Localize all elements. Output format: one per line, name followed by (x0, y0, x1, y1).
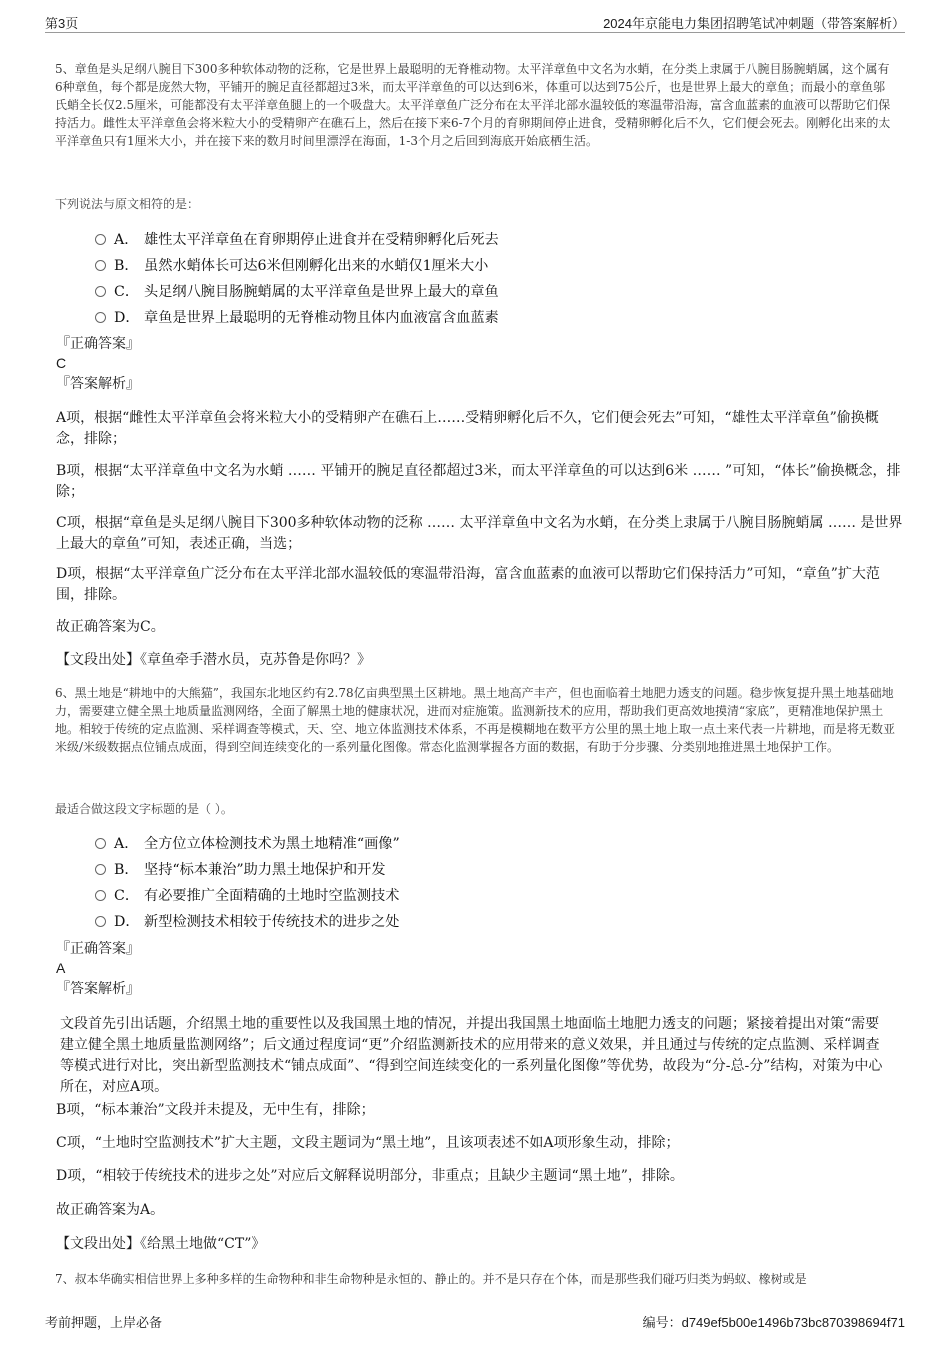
q5-passage: 5、章鱼是头足纲八腕目下300多种软体动物的泛称，它是世界上最聪明的无脊椎动物。太平洋章鱼中文名为水蛸，在分类上隶属于八腕目肠腕蛸属，这个属有6种章鱼，每个都是庞然大物，平铺开的腕足直径都超过3米，而太平洋章鱼的可以达到6米，体重可以达到75公斤，也是世界上最大的章鱼；而最小的章鱼邬氏蛸全长仅2.5厘米，可能都没有太平洋章鱼腿上的一个吸盘大。太平洋章鱼广泛分布在太平洋北部水温较低的寒温带沿海，富含血蓝素的血液可以帮助它们保持活力。雌性太平洋章鱼会将米粒大小的受精卵产在礁石上，然后在接下来6-7个月的育卵期间停止进食，受精卵孵化后不久，它们便会死去。刚孵化出来的太平洋章鱼只有1厘米大小，并在接下来的数月时间里漂浮在海面，1-3个月之后回到海底开始底栖生活。 (55, 62, 891, 148)
radio-icon[interactable] (95, 890, 106, 901)
page-header (45, 10, 905, 33)
q5-analysis-a: A项，根据“雌性太平洋章鱼会将米粒大小的受精卵产在礁石上……受精卵孵化后不久，它们便会死去”可知，“雄性太平洋章鱼”偷换概念，排除； (56, 410, 879, 447)
q5-option-a[interactable]: A． 雄性太平洋章鱼在育卵期停止进食并在受精卵孵化后死去 (95, 228, 875, 252)
radio-icon[interactable] (95, 286, 106, 297)
document-title: 2024年京能电力集团招聘笔试冲刺题（带答案解析） (603, 16, 905, 31)
q5-analysis-b: B项，根据“太平洋章鱼中文名为水蛸 …… 平铺开的腕足直径都超过3米，而太平洋章鱼的可以达到6米 …… ”可知，“体长”偷换概念，排除； (56, 463, 901, 500)
q5-prompt: 下列说法与原文相符的是： (55, 197, 200, 211)
q5-option-d[interactable]: D． 章鱼是世界上最聪明的无脊椎动物且体内血液富含血蓝素 (95, 306, 875, 330)
q5-option-c[interactable]: C． 头足纲八腕目肠腕蛸属的太平洋章鱼是世界上最大的章鱼 (95, 280, 875, 304)
q5-analysis-c: C项，根据“章鱼是头足纲八腕目下300多种软体动物的泛称 …… 太平洋章鱼中文名为水蛸，在分类上隶属于八腕目肠腕蛸属 …… 是世界上最大的章鱼”可知，表述正确，当选； (56, 515, 903, 552)
q6-option-a[interactable]: A． 全方位立体检测技术为黑土地精准“画像” (95, 832, 875, 856)
q6-analysis-label: 『答案解析』 (56, 981, 140, 997)
q5-source: 【文段出处】《章鱼牵手潜水员，克苏鲁是你吗？》 (56, 652, 371, 668)
page-footer (45, 1312, 905, 1332)
q5-analysis-d: D项，根据“太平洋章鱼广泛分布在太平洋北部水温较低的寒温带沿海，富含血蓝素的血液可以帮助它们保持活力”可知，“章鱼”扩大范围，排除。 (56, 566, 880, 603)
q6-answer: A (56, 960, 66, 976)
q6-answer-label: 『正确答案』 (56, 941, 140, 957)
document-code: 编号：d749ef5b00e1496b73bc870398694f71 (642, 1315, 905, 1330)
q6-analysis-main: 文段首先引出话题，介绍黑土地的重要性以及我国黑土地的情况，并提出我国黑土地面临土地肥力透支的问题；紧接着提出对策“需要建立健全黑土地质量监测网络”；后文通过程度词“更”介绍监测新技术的应用带来的意义效果，并且通过与传统的定点监测、采样调查等模式进行对比，突出新型监测技术“铺点成面”、“得到空间连续变化的一系列量化图像”等优势，故段为“分-总-分”结构，对策为中心所在，对应A项。 (60, 1016, 883, 1095)
radio-icon[interactable] (95, 838, 106, 849)
radio-icon[interactable] (95, 312, 106, 323)
q6-option-b[interactable]: B． 坚持“标本兼治”助力黑土地保护和开发 (95, 858, 875, 882)
q5-analysis-label: 『答案解析』 (56, 376, 140, 392)
q5-conclusion: 故正确答案为C。 (56, 619, 165, 635)
radio-icon[interactable] (95, 864, 106, 875)
q6-option-c[interactable]: C． 有必要推广全面精确的土地时空监测技术 (95, 884, 875, 908)
q6-conclusion: 故正确答案为A。 (56, 1202, 165, 1218)
q6-source: 【文段出处】《给黑土地做“CT”》 (56, 1236, 266, 1252)
q6-analysis-c: C项，“土地时空监测技术”扩大主题，文段主题词为“黑土地”，且该项表述不如A项形象生动，排除； (56, 1135, 680, 1151)
q6-prompt: 最适合做这段文字标题的是（ ）。 (55, 802, 233, 816)
q6-analysis-d: D项，“相较于传统技术的进步之处”对应后文解释说明部分，非重点；且缺少主题词“黑土地”，排除。 (56, 1168, 684, 1184)
q5-option-b[interactable]: B． 虽然水蛸体长可达6米但刚孵化出来的水蛸仅1厘米大小 (95, 254, 875, 278)
q6-passage: 6、黑土地是“耕地中的大熊猫”，我国东北地区约有2.78亿亩典型黑土区耕地。黑土地高产丰产，但也面临着土地肥力透支的问题。稳步恢复提升黑土地基础地力，需要建立健全黑土地质量监测网络，全面了解黑土地的健康状况，进而对症施策。监测新技术的应用，帮助我们更高效地摸清“家底”，更精准地保护黑土地。相较于传统的定点监测、采样调查等模式，天、空、地立体监测技术体系，不再是模糊地在数平方公里的黑土地上取一点土来代表一片耕地，而是将无数亚米级/米级数据点位铺点成面，得到空间连续变化的一系列量化图像。常态化监测掌握各方面的数据，有助于分步骤、分类别地推进黑土地保护工作。 (55, 686, 896, 754)
radio-icon[interactable] (95, 260, 106, 271)
footer-slogan: 考前押题，上岸必备 (45, 1315, 163, 1330)
q5-answer: C (56, 355, 67, 371)
radio-icon[interactable] (95, 234, 106, 245)
q6-option-d[interactable]: D． 新型检测技术相较于传统技术的进步之处 (95, 910, 875, 934)
q6-analysis-b: B项，“标本兼治”文段并未提及，无中生有，排除； (56, 1102, 375, 1118)
radio-icon[interactable] (95, 916, 106, 927)
page-number: 第3页 (45, 16, 79, 31)
q5-answer-label: 『正确答案』 (56, 336, 140, 352)
q7-passage: 7、叔本华确实相信世界上多种多样的生命物种和非生命物种是永恒的、静止的。并不是只存在个体，而是那些我们碰巧归类为蚂蚁、橡树或是 (55, 1272, 807, 1286)
